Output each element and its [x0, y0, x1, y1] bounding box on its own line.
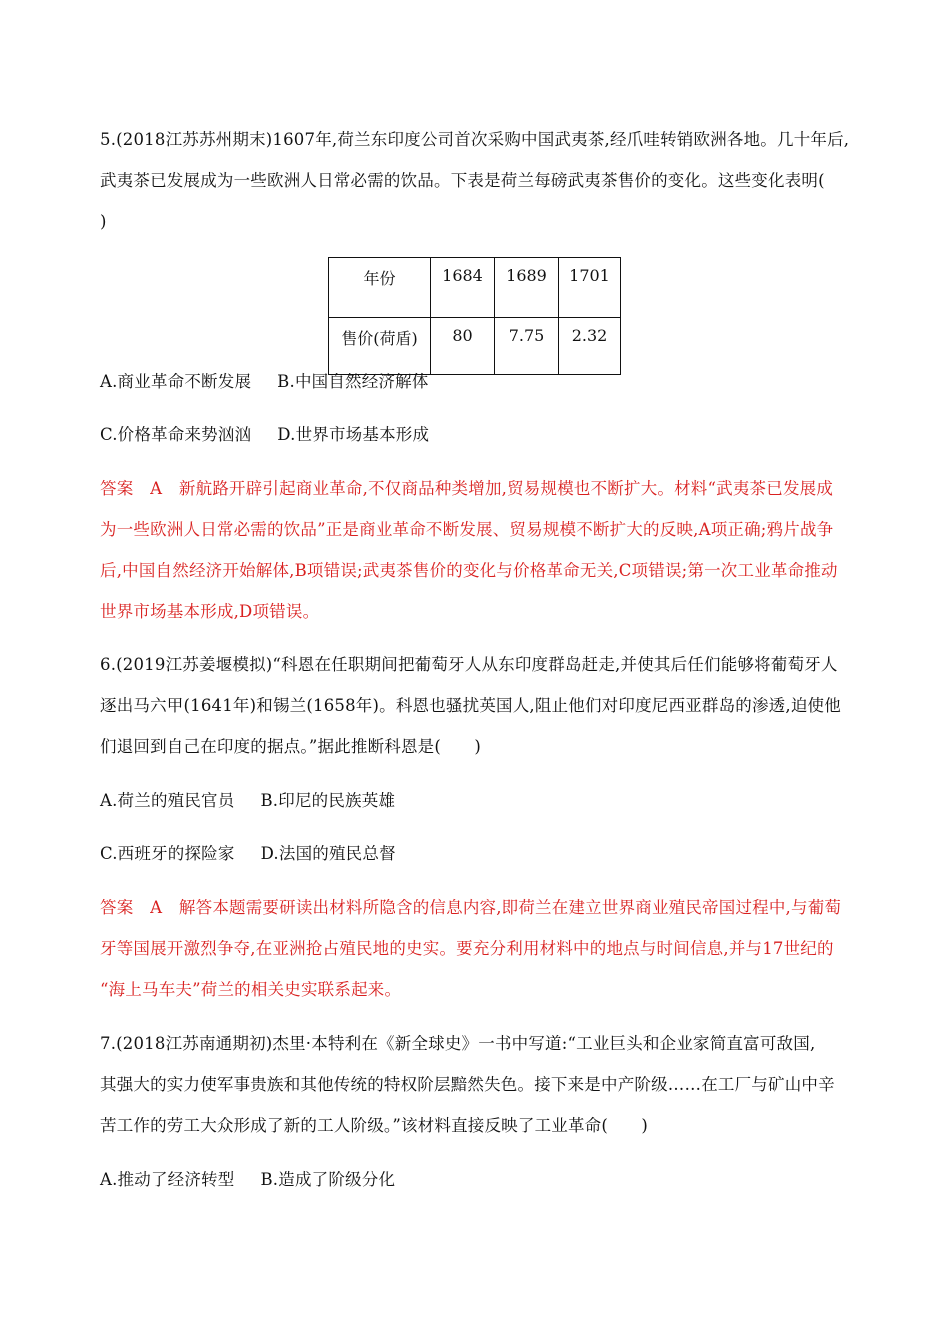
- q5-stem-line-3: ): [100, 212, 107, 231]
- q5-answer-line-4: 世界市场基本形成,D项错误。: [100, 602, 320, 621]
- q5-stem-line-2: 武夷茶已发展成为一些欧洲人日常必需的饮品。下表是荷兰每磅武夷茶售价的变化。这些变化表明(: [100, 171, 825, 190]
- tea-price-table: [328, 257, 621, 375]
- q6-options-row-2: [100, 842, 396, 866]
- table-cell: 2.32: [559, 318, 621, 375]
- q7-stem-line-2: 其强大的实力使军事贵族和其他传统的特权阶层黯然失色。接下来是中产阶级……在工厂与矿山中辛: [100, 1075, 835, 1094]
- q6-answer-line-2: 牙等国展开激烈争夺,在亚洲抢占殖民地的史实。要充分利用材料中的地点与时间信息,并与17世纪的: [100, 939, 834, 958]
- table-cell-year-header: 年份: [329, 258, 431, 318]
- table-row: [329, 318, 621, 375]
- q5-stem-line-1: 5.(2018江苏苏州期末)1607年,荷兰东印度公司首次采购中国武夷茶,经爪哇转销欧洲各地。几十年后,: [100, 130, 850, 149]
- table-row: [329, 258, 621, 318]
- q5-options-row-2: [100, 423, 429, 447]
- q7-stem-line-3: 苦工作的劳工大众形成了新的工人阶级。”该材料直接反映了工业革命( ): [100, 1116, 649, 1135]
- table-cell: 80: [431, 318, 495, 375]
- q6-answer-line-3: “海上马车夫”荷兰的相关史实联系起来。: [100, 980, 402, 999]
- q7-options-row-1: [100, 1168, 395, 1192]
- q5-option-a: A.商业革命不断发展: [100, 372, 252, 391]
- table-cell-price-header: 售价(荷盾): [329, 318, 431, 375]
- q7-option-b: B.造成了阶级分化: [260, 1170, 396, 1189]
- q6-stem-line-2: 逐出马六甲(1641年)和锡兰(1658年)。科恩也骚扰英国人,阻止他们对印度尼西亚群岛的渗透,迫使他: [100, 696, 841, 715]
- q5-answer-line-3: 后,中国自然经济开始解体,B项错误;武夷茶售价的变化与价格革命无关,C项错误;第一次工业革命推动: [100, 561, 838, 580]
- q6-option-b: B.印尼的民族英雄: [260, 791, 396, 810]
- q5-options-row-1: [100, 370, 429, 394]
- q6-option-d: D.法国的殖民总督: [260, 844, 396, 863]
- q7-stem-line-1: 7.(2018江苏南通期初)杰里·本特利在《新全球史》一书中写道:“工业巨头和企业家简直富可敌国,: [100, 1034, 816, 1053]
- table-cell: 7.75: [495, 318, 559, 375]
- q6-stem-line-3: 们退回到自己在印度的据点。”据此推断科恩是( ): [100, 737, 482, 756]
- q6-stem-line-1: 6.(2019江苏姜堰模拟)“科恩在任职期间把葡萄牙人从东印度群岛赶走,并使其后任们能够将葡萄牙人: [100, 655, 838, 674]
- q7-option-a: A.推动了经济转型: [100, 1170, 235, 1189]
- table-cell: 1689: [495, 258, 559, 318]
- q5-option-c: C.价格革命来势汹汹: [100, 425, 252, 444]
- q5-answer-line-2: 为一些欧洲人日常必需的饮品”正是商业革命不断发展、贸易规模不断扩大的反映,A项正确;鸦片战争: [100, 520, 834, 539]
- q6-answer-line-1: 答案 A 解答本题需要研读出材料所隐含的信息内容,即荷兰在建立世界商业殖民帝国过程中,与葡萄: [100, 898, 842, 917]
- table-cell: 1701: [559, 258, 621, 318]
- q5-option-b: B.中国自然经济解体: [277, 372, 429, 391]
- q6-option-a: A.荷兰的殖民官员: [100, 791, 235, 810]
- table-cell: 1684: [431, 258, 495, 318]
- q5-answer-line-1: 答案 A 新航路开辟引起商业革命,不仅商品种类增加,贸易规模也不断扩大。材料“武夷茶已发展成: [100, 479, 834, 498]
- q6-option-c: C.西班牙的探险家: [100, 844, 235, 863]
- q5-option-d: D.世界市场基本形成: [277, 425, 430, 444]
- q6-options-row-1: [100, 789, 395, 813]
